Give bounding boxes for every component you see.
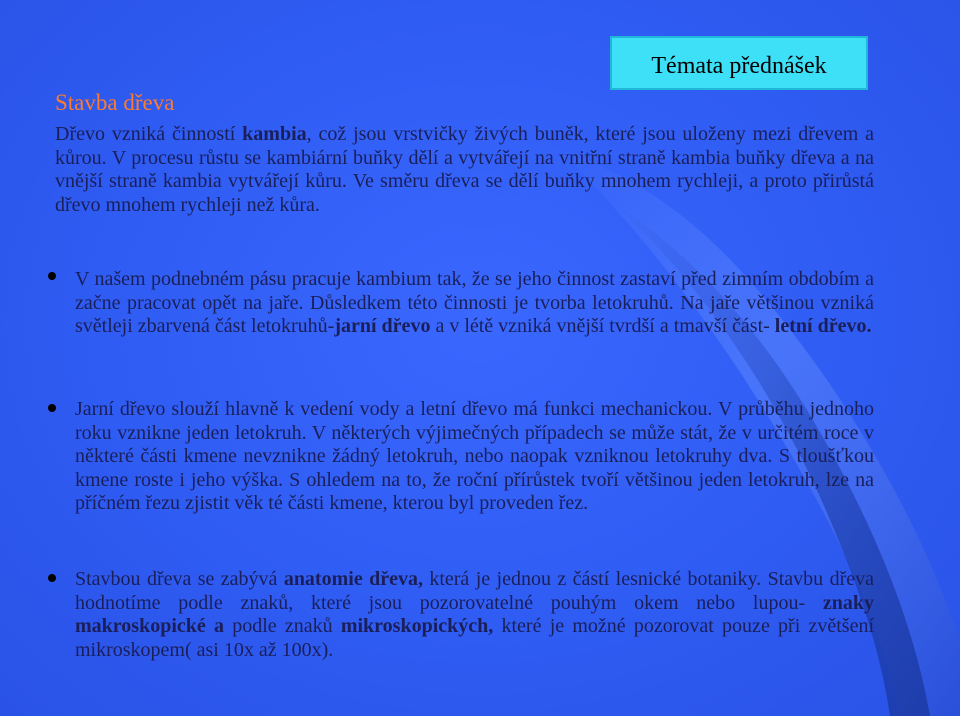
paragraph-text: Jarní dřevo slouží hlavně k vedení vody a letní dřevo má funkci mechanickou. V průběhu jednoho roku vznikne jeden letokruh. V některých výjimečných případech se může stát, že v určitém roce v některé části kmene nevznikne žádný letokruh, nebo naopak vzniknou letokruhy dva. S tloušťkou kmene roste i jeho výška. S ohledem na to, že roční přírůstek tvoří většinou jeden letokruh, lze na příčném řezu zjistit věk té části kmene, kterou byl proveden řez. [75,398,874,514]
paragraph-text: které je možné pozorovat pouze při zvětšení mikroskopem( asi 10x až 100x). [75,615,874,661]
paragraph-text: Stavbou dřeva se zabývá [75,568,284,590]
paragraph-text: podle znaků [223,615,341,637]
paragraph-text: která je jednou z částí lesnické botaniky. Stavbu dřeva hodnotíme podle znaků, které jsou pozorovatelné pouhým okem nebo lupou- [75,568,874,614]
bullet-icon [48,404,56,412]
paragraph-text: a v létě vzniká vnější tvrdší a tmavší část- [430,315,775,337]
section-heading: Stavba dřeva [55,90,175,115]
paragraph-jarni [75,398,874,516]
bullet-icon [48,574,56,582]
paragraph-kambium [75,268,874,339]
emphasis-text: anatomie dřeva, [283,568,423,590]
emphasis-text: jarní dřevo [334,315,431,337]
emphasis-text: mikroskopických, [340,615,494,637]
emphasis-text: letní dřevo. [774,315,872,337]
bullet-icon [48,272,56,280]
paragraph-intro [55,123,874,217]
paragraph-anatomie [75,568,874,662]
topic-title: Témata přednášek [651,52,827,79]
emphasis-text: znaky makroskopické a [75,591,874,637]
paragraph-text: V našem podnebném pásu pracuje kambium tak, že se jeho činnost zastaví před zimním obdobím a začne pracovat opět na jaře. Důsledkem této činnosti je tvorba letokruhů. Na jaře většinou vzniká světleji zbarvená část letokruhů- [75,268,874,337]
paragraph-text: , což jsou vrstvičky živých buněk, které jsou uloženy mezi dřevem a kůrou. V procesu růstu se kambiární buňky dělí a vytvářejí na vnitřní straně kambia buňky dřeva a na vnější straně kambia vytvářejí kůru. Ve směru dřeva se dělí buňky mnohem rychleji, a proto přirůstá dřevo mnohem rychleji než kůra. [55,123,874,216]
paragraph-text: Dřevo vzniká činností [55,123,243,145]
topic-title-box [610,36,868,90]
emphasis-text: kambia [242,123,307,145]
